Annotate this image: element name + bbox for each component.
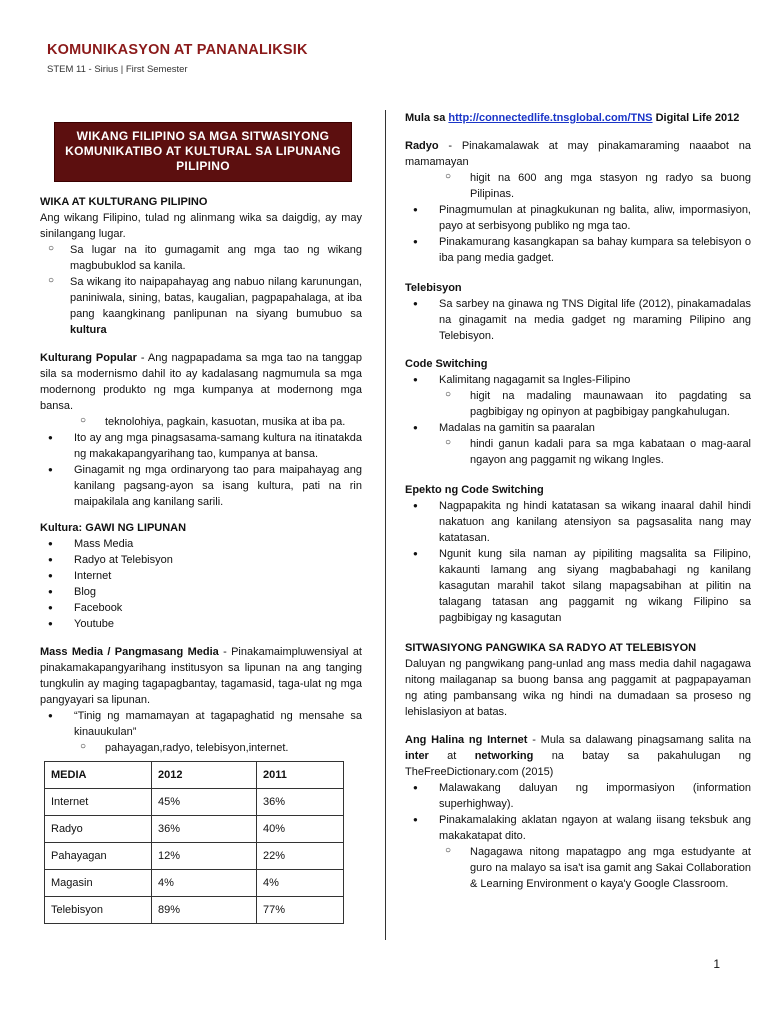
- list-item: ● Youtube: [40, 616, 362, 632]
- list-item: ● Sa sarbey na ginawa ng TNS Digital life (2012), pinakamadalas na ginagamit na media gadget ng maraming Pilipino ang Telebisyon.: [405, 296, 751, 344]
- source-prefix: Mula sa: [405, 112, 449, 124]
- list-item: ● Pinagmumulan at pinagkukunan ng balita, aliw, impormasiyon, payo at serbisyong publiko ng mga tao.: [405, 202, 751, 234]
- table-cell: Magasin: [45, 870, 152, 897]
- section-heading: Telebisyon: [405, 282, 462, 294]
- table-row: [45, 816, 344, 843]
- paragraph: Ang wikang Filipino, tulad ng alinmang wika sa daigdig, ay may sinilangang lugar.: [40, 212, 362, 240]
- definition: at: [428, 750, 475, 762]
- bullet-list: [40, 536, 362, 632]
- table-row: [45, 897, 344, 924]
- table-cell: 4%: [257, 870, 344, 897]
- table-cell: 36%: [257, 789, 344, 816]
- list-item: ○ Sa lugar na ito gumagamit ang mga tao ng wikang magbubuklod sa kanila.: [40, 242, 362, 274]
- left-column: [40, 122, 362, 924]
- paragraph: [405, 732, 751, 780]
- media-table: [44, 761, 344, 924]
- list-item: ○ pahayagan,radyo, telebisyon,internet.: [40, 740, 362, 756]
- sub-list: [40, 242, 362, 338]
- list-item: ● Blog: [40, 584, 362, 600]
- definition: - Pinakamaimpluwensiyal at pinakamakapangyarihang institusyon sa lipunan na ang tanging tungkulin ay maging tagapagbantay, tagamasid, taga-ulat ng mga pangyayari sa lipunan.: [40, 646, 362, 706]
- table-row: [45, 843, 344, 870]
- source-link[interactable]: http://connectedlife.tnsglobal.com/TNS: [448, 112, 653, 124]
- list-item: ● Ito ay ang mga pinagsasama-samang kultura na itinatakda ng makakapangyarihang tao, kumpanya at bansa.: [40, 430, 362, 462]
- table-header-row: [45, 762, 344, 789]
- list-item: ● Pinakamurang kasangkapan sa bahay kumpara sa telebisyon o iba pang media gadget.: [405, 234, 751, 266]
- list-item: ○ hindi ganun kadali para sa mga kabataan o mag-aaral ngayon ang paggamit ng wikang Ingles.: [405, 436, 751, 468]
- table-cell: 22%: [257, 843, 344, 870]
- course-subtitle: STEM 11 - Sirius | First Semester: [47, 64, 188, 75]
- networking-term: networking: [474, 750, 534, 762]
- list-item: ● Ginagamit ng mga ordinaryong tao para maipahayag ang kanilang pagsang-ayon sa isang kultura, pati na rin maipakilala ang kanilang sarili.: [40, 462, 362, 510]
- list-item: ○ higit na 600 ang mga stasyon ng radyo sa buong Pilipinas.: [405, 170, 751, 202]
- list-item: ○ Nagagawa nitong mapatagpo ang mga estudyante at guro na malayo sa isa't isa gamit ang Sakai Collaboration & Learning Environment o kaya'y Google Classroom.: [405, 844, 751, 892]
- table-cell: 89%: [152, 897, 257, 924]
- list-item: ○ higit na madaling maunawaan ito pagdating sa pagbibigay ng opinyon at pagbibigay pangkahulugan.: [405, 388, 751, 420]
- topic-banner: WIKANG FILIPINO SA MGA SITWASIYONG KOMUNIKATIBO AT KULTURAL SA LIPUNANG PILIPINO: [54, 122, 352, 182]
- list-item: ● Madalas na gamitin sa paaralan: [405, 420, 751, 436]
- bullet-list: [40, 414, 362, 510]
- bullet-list: [405, 498, 751, 626]
- term: Ang Halina ng Internet: [405, 734, 528, 746]
- bullet-list: [405, 780, 751, 892]
- section-heading: Code Switching: [405, 358, 488, 370]
- table-cell: 40%: [257, 816, 344, 843]
- table-header: 2011: [257, 762, 344, 789]
- table-row: [45, 789, 344, 816]
- inter-term: inter: [405, 750, 429, 762]
- page-number: 1: [713, 957, 720, 971]
- list-item: ● Mass Media: [40, 536, 362, 552]
- table-cell: Pahayagan: [45, 843, 152, 870]
- definition: - Pinakamalawak at may pinakamaraming naaabot na mamamayan: [405, 140, 751, 168]
- table-cell: Radyo: [45, 816, 152, 843]
- list-item: ● Internet: [40, 568, 362, 584]
- term: Kulturang Popular: [40, 352, 137, 364]
- list-item: ● Radyo at Telebisyon: [40, 552, 362, 568]
- table-cell: 12%: [152, 843, 257, 870]
- list-item-text: Sa wikang ito naipapahayag ang nabuo nilang karunungan, paniniwala, sining, batas, kaugalian, pagpapahalaga, at iba pang kaangkinang panlipunan na siyang bumubuo sa: [70, 276, 362, 320]
- term: Mass Media / Pangmasang Media: [40, 646, 219, 658]
- term: Radyo: [405, 140, 439, 152]
- kultura-term: kultura: [70, 324, 107, 336]
- list-item: ● Ngunit kung sila naman ay pipiliting magsalita sa Filipino, kakaunti lamang ang siyang magbabahagi ng kanilang kasagutan marahil takot silang mapagsabihan at pilitin na talagang tatasan ang paggamit ng wikang Filipino sa pagbibigay ng kasagutan: [405, 546, 751, 626]
- list-item: ● Kalimitang nagagamit sa Ingles-Filipino: [405, 372, 751, 388]
- section-heading: WIKA AT KULTURANG PILIPINO: [40, 196, 208, 208]
- bullet-list: [405, 170, 751, 266]
- bullet-list: [405, 372, 751, 468]
- right-column: [405, 110, 751, 892]
- list-item: ● Pinakamalaking aklatan ngayon at walang iisang teksbuk ang makakatapat dito.: [405, 812, 751, 844]
- section-heading: Epekto ng Code Switching: [405, 484, 544, 496]
- table-row: [45, 870, 344, 897]
- paragraph: [40, 644, 362, 708]
- definition: - Ang nagpapadama sa mga tao na tanggap sila sa modernismo dahil ito ay kadalasang nagmumula sa mga modernong produkto ng mga kumpanya at modernong mga bansa.: [40, 352, 362, 412]
- list-item: ● Facebook: [40, 600, 362, 616]
- source-line: [405, 110, 751, 126]
- column-divider: [385, 110, 386, 940]
- course-title: KOMUNIKASYON AT PANANALIKSIK: [47, 42, 308, 58]
- table-cell: 36%: [152, 816, 257, 843]
- table-header: 2012: [152, 762, 257, 789]
- definition: na batay sa pakahulugan ng TheFreeDictionary.com (2015): [405, 750, 752, 778]
- list-item: ● “Tinig ng mamamayan at tagapaghatid ng mensahe sa kinauukulan”: [40, 708, 362, 740]
- table-cell: 4%: [152, 870, 257, 897]
- section-heading: Kultura: GAWI NG LIPUNAN: [40, 522, 187, 534]
- table-header: MEDIA: [45, 762, 152, 789]
- table-cell: Internet: [45, 789, 152, 816]
- source-suffix: Digital Life 2012: [652, 112, 740, 124]
- table-cell: 45%: [152, 789, 257, 816]
- list-item: ● Malawakang daluyan ng impormasiyon (information superhighway).: [405, 780, 751, 812]
- table-cell: Telebisyon: [45, 897, 152, 924]
- table-cell: 77%: [257, 897, 344, 924]
- list-item: ● Nagpapakita ng hindi katatasan sa wikang inaaral dahil hindi nakatuon ang kanilang atensiyon sa pagsasalita nang may katatasan.: [405, 498, 751, 546]
- paragraph: [405, 138, 751, 170]
- list-item: [40, 274, 362, 338]
- list-item: ○ teknolohiya, pagkain, kasuotan, musika at iba pa.: [40, 414, 362, 430]
- page-header: [47, 42, 308, 75]
- bullet-list: [40, 708, 362, 756]
- paragraph: [40, 350, 362, 414]
- paragraph: Daluyan ng pangwikang pang-unlad ang mass media dahil nagagawa nitong mailaganap sa buong bansa ang paggamit at pagpapayaman ng ating pambansang wika ng hindi na dumadaan sa proseso ng lehislasiyon at batas.: [405, 658, 751, 718]
- definition: - Mula sa dalawang pinagsamang salita na: [527, 734, 751, 746]
- bullet-list: [405, 296, 751, 344]
- section-heading: SITWASIYONG PANGWIKA SA RADYO AT TELEBISYON: [405, 642, 697, 654]
